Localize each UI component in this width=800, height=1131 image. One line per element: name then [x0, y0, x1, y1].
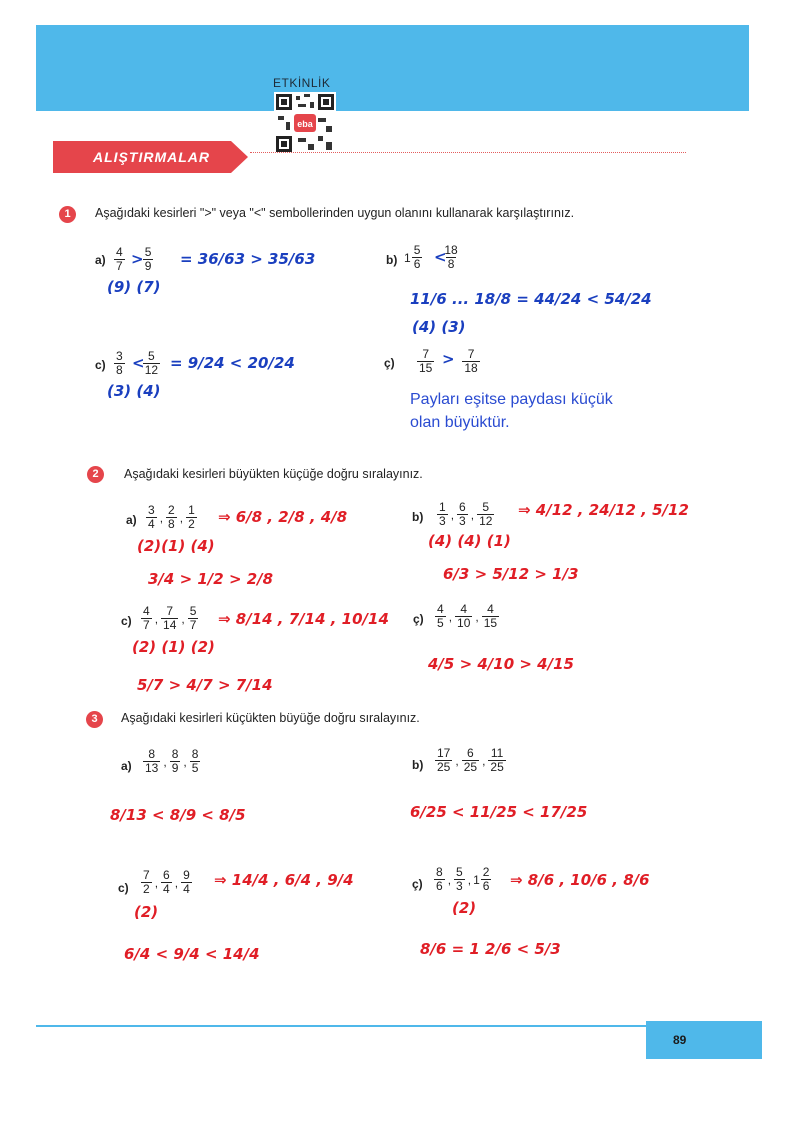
q1c-fractions: 3 8 5 12 — [116, 349, 159, 377]
q2b-handwritten-factors: (4) (4) (1) — [428, 532, 511, 550]
question-1-text: Aşağıdaki kesirleri ">" veya "<" sembollerinden uygun olanını kullanarak karşılaştırınız. — [95, 206, 575, 220]
footer-line — [36, 1025, 646, 1027]
q3c-handwritten-order: 6/4 < 9/4 < 14/4 — [124, 945, 260, 963]
q2a-label: a) — [126, 513, 137, 527]
q2c-handwritten-order: 5/7 > 4/7 > 7/14 — [137, 676, 273, 694]
q2b-fractions: 1 3 , 6 3 , 5 12 — [439, 500, 493, 528]
q1c-label: c) — [95, 358, 106, 372]
q1c-handwritten-symbol: < — [132, 354, 145, 372]
q2a-handwritten-expansion: ⇒ 6/8 , 2/8 , 4/8 — [218, 508, 348, 526]
header-band — [36, 25, 749, 111]
q2a-handwritten-order: 3/4 > 1/2 > 2/8 — [148, 570, 274, 588]
q3cc-fractions: 8 6 , 5 3 , 1 2 6 — [436, 865, 490, 893]
q1b-fractions: 1 5 6 18 8 — [404, 243, 458, 271]
q3c-label: c) — [118, 881, 129, 895]
q3c-handwritten-expansion: ⇒ 14/4 , 6/4 , 9/4 — [214, 871, 354, 889]
q1a-handwritten-factors: (9) (7) — [107, 278, 161, 296]
qr-code[interactable] — [274, 92, 336, 154]
q1a-label: a) — [95, 253, 106, 267]
page-number-box — [646, 1021, 762, 1059]
q3cc-handwritten-expansion: ⇒ 8/6 , 10/6 , 8/6 — [510, 871, 650, 889]
q1c-handwritten-answer: = 9/24 < 20/24 — [170, 354, 295, 372]
q1-note: Payları eşitse paydası küçük olan büyüktür. — [410, 391, 613, 431]
svg-text:eba: eba — [297, 119, 313, 129]
q1b-label: b) — [386, 253, 398, 267]
q1b-handwritten-symbol: < — [434, 248, 447, 266]
q1cc-label: ç) — [384, 356, 395, 370]
q1a-handwritten-answer: = 36/63 > 35/63 — [180, 250, 316, 268]
q2b-label: b) — [412, 510, 424, 524]
q3a-handwritten-order: 8/13 < 8/9 < 8/5 — [110, 806, 246, 824]
q3b-handwritten-order: 6/25 < 11/25 < 17/25 — [410, 803, 588, 821]
q2c-fractions: 4 7 , 7 14 , 5 7 — [143, 604, 197, 632]
q1b-handwritten-factors: (4) (3) — [412, 318, 466, 336]
q3b-fractions: 17 25 , 6 25 , 11 25 — [437, 746, 504, 774]
question-3-text: Aşağıdaki kesirleri küçükten büyüğe doğru sıralayınız. — [121, 711, 420, 725]
q1a-handwritten-symbol: > — [131, 250, 144, 268]
q2c-handwritten-expansion: ⇒ 8/14 , 7/14 , 10/14 — [218, 610, 389, 628]
q3a-fractions: 8 13 , 8 9 , 8 5 — [145, 747, 199, 775]
etkinlik-label: ETKİNLİK — [273, 76, 331, 90]
q2a-handwritten-factors: (2)(1) (4) — [137, 537, 215, 555]
section-banner — [53, 141, 248, 173]
question-number-1: 1 — [59, 206, 76, 223]
question-number-2: 2 — [87, 466, 104, 483]
q2a-fractions: 3 4 , 2 8 , 1 2 — [148, 503, 195, 531]
q1c-handwritten-factors: (3) (4) — [107, 382, 161, 400]
question-2-text: Aşağıdaki kesirleri büyükten küçüğe doğru sıralayınız. — [124, 467, 423, 481]
q3a-label: a) — [121, 759, 132, 773]
q2b-handwritten-expansion: ⇒ 4/12 , 24/12 , 5/12 — [518, 501, 689, 519]
q2b-handwritten-order: 6/3 > 5/12 > 1/3 — [443, 565, 579, 583]
q3cc-handwritten-order: 8/6 = 1 2/6 < 5/3 — [420, 940, 561, 958]
q1cc-handwritten-symbol: > — [442, 350, 455, 368]
q1cc-fractions: 7 15 7 18 — [419, 347, 478, 375]
q2cc-handwritten-order: 4/5 > 4/10 > 4/15 — [428, 655, 574, 673]
q1b-handwritten-answer: 11/6 ... 18/8 = 44/24 < 54/24 — [410, 290, 652, 308]
q3cc-handwritten-factor: (2) — [452, 899, 477, 917]
divider — [250, 152, 686, 153]
q2c-handwritten-factors: (2) (1) (2) — [132, 638, 215, 656]
q2cc-label: ç) — [413, 612, 424, 626]
q3c-handwritten-factor: (2) — [134, 903, 159, 921]
q2cc-fractions: 4 5 , 4 10 , 4 15 — [437, 602, 498, 630]
q2c-label: c) — [121, 614, 132, 628]
page-number: 89 — [673, 1033, 687, 1047]
section-title: ALIŞTIRMALAR — [93, 149, 210, 165]
q1a-fractions: 4 7 5 9 — [116, 245, 152, 273]
question-number-3: 3 — [86, 711, 103, 728]
q3c-fractions: 7 2 , 6 4 , 9 4 — [143, 868, 190, 896]
q3b-label: b) — [412, 758, 424, 772]
q3cc-label: ç) — [412, 877, 423, 891]
